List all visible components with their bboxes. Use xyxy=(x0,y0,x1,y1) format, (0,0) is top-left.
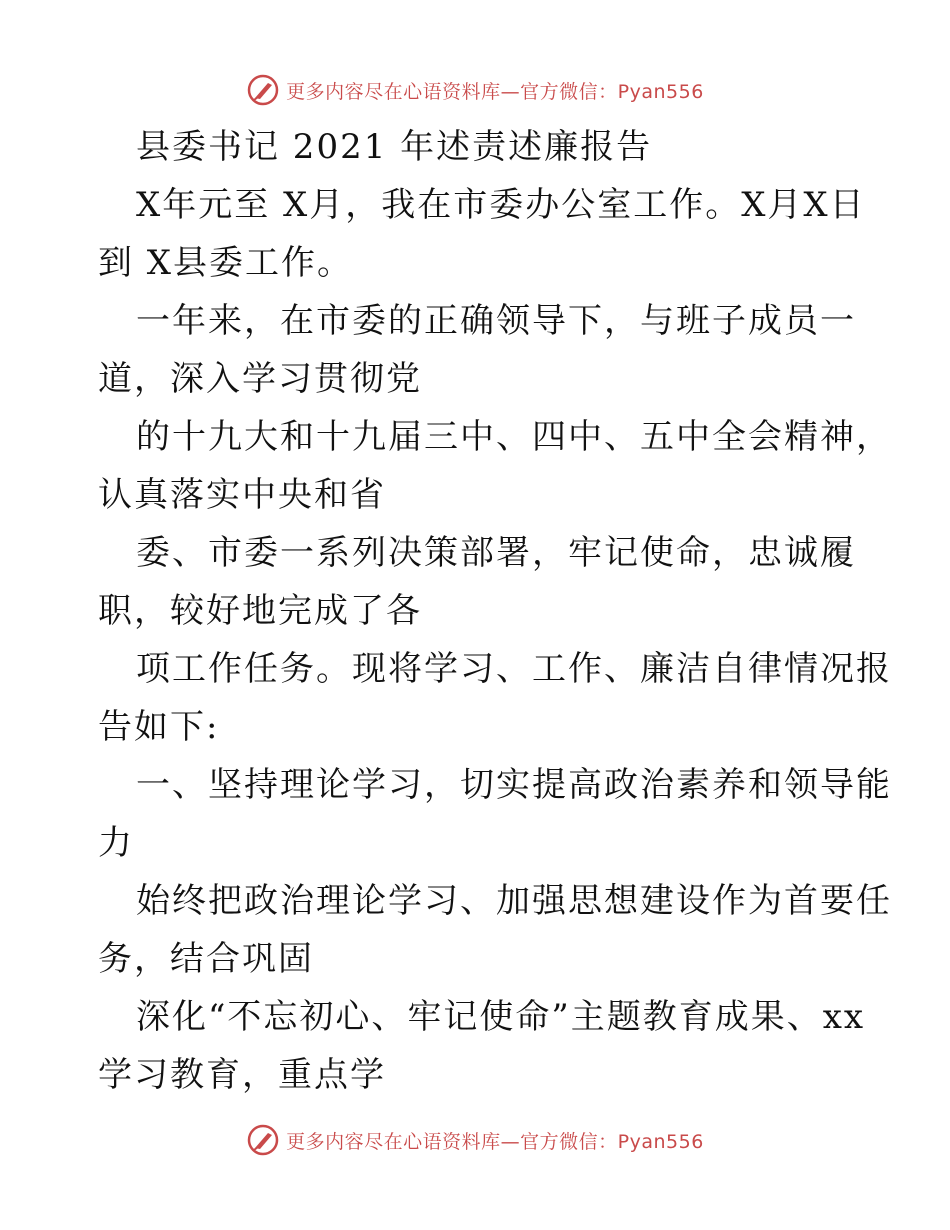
document-line: 始终把政治理论学习、加强思想建设作为首要任 xyxy=(136,881,892,921)
document-line: 告如下: xyxy=(98,707,220,747)
document-line: 认真落实中央和省 xyxy=(98,475,386,515)
header-watermark xyxy=(0,70,950,110)
document-line: 力 xyxy=(98,823,134,863)
document-line: X年元至 X月，我在市委办公室工作。X月X日 xyxy=(136,185,866,225)
footer-watermark-text: 更多内容尽在心语资料库—官方微信：Pyan556 xyxy=(286,1130,704,1153)
document-line: 县委书记 2021 年述责述廉报告 xyxy=(136,127,653,167)
document-line: 学习教育，重点学 xyxy=(98,1055,386,1095)
quill-pen-logo-icon xyxy=(246,1123,280,1157)
document-line: 道，深入学习贯彻党 xyxy=(98,359,422,399)
header-watermark-text: 更多内容尽在心语资料库—官方微信：Pyan556 xyxy=(286,80,704,103)
document-line: 一、坚持理论学习，切实提高政治素养和领导能 xyxy=(136,765,892,805)
quill-pen-logo-icon xyxy=(246,73,280,107)
document-line: 委、市委一系列决策部署，牢记使命，忠诚履 xyxy=(136,533,856,573)
footer-watermark xyxy=(0,1120,950,1160)
document-line: 一年来，在市委的正确领导下，与班子成员一 xyxy=(136,301,856,341)
document-body xyxy=(98,118,892,1104)
document-line: 深化“不忘初心、牢记使命”主题教育成果、xx xyxy=(136,997,866,1037)
document-line: 职，较好地完成了各 xyxy=(98,591,422,631)
document-line: 务，结合巩固 xyxy=(98,939,314,979)
document-line: 到 X县委工作。 xyxy=(98,243,354,283)
document-line: 项工作任务。现将学习、工作、廉洁自律情况报 xyxy=(136,649,892,689)
document-line: 的十九大和十九届三中、四中、五中全会精神， xyxy=(136,417,892,457)
